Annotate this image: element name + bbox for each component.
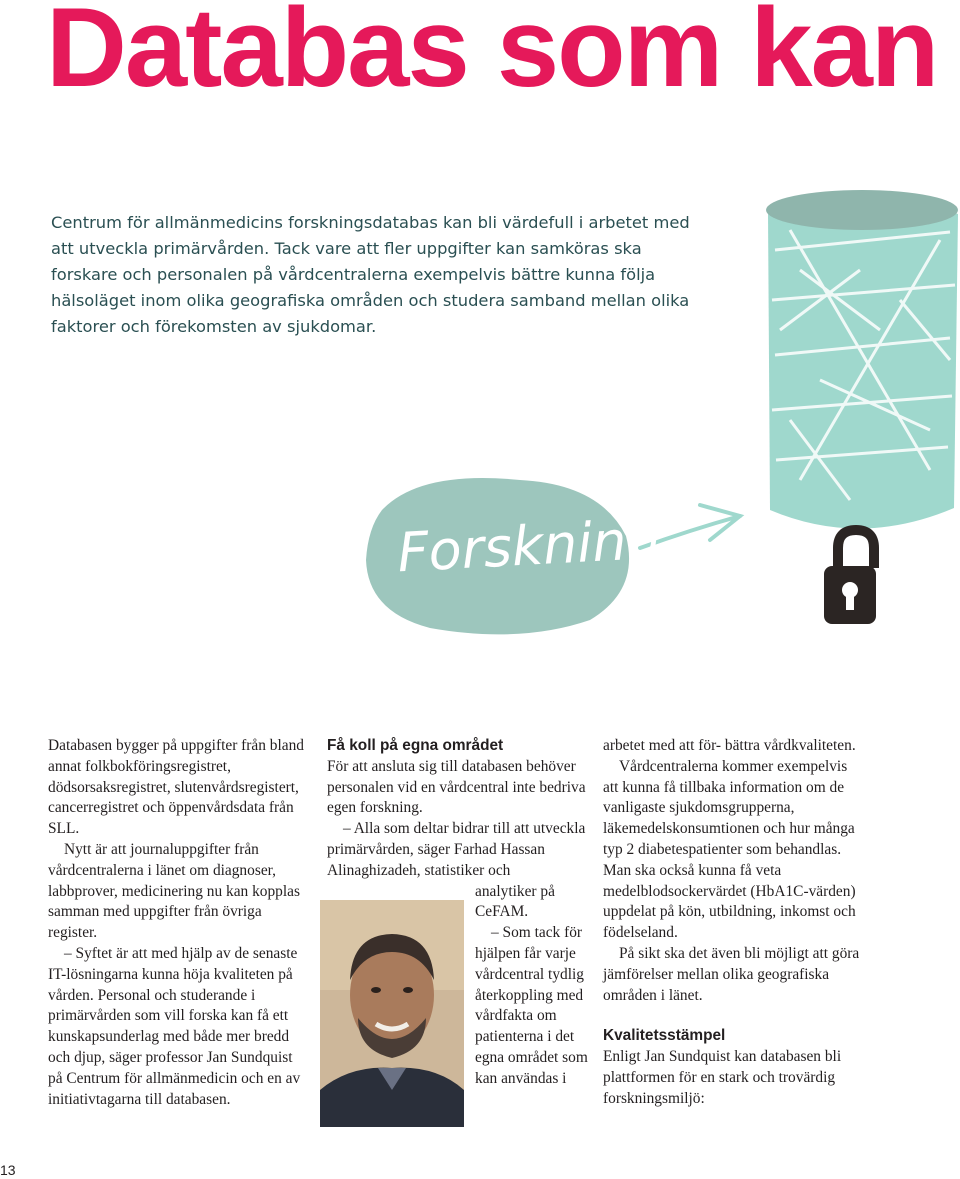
col2-paragraph: – Som tack för hjälpen får varje vårdcentral tydlig återkoppling med vårdfakta om patienterna i det egna området som kan användas i	[475, 924, 588, 1087]
col3-heading: Kvalitetsstämpel	[603, 1027, 726, 1045]
col2-narrow	[475, 882, 589, 1090]
col1-paragraph: – Syftet är att med hjälp av de senaste IT-lösningarna kunna höja kvaliteten på vården. Personal och studerande i primärvården som vill forska kan få ett kunskapsunderlag med både mer bredd och djup, säger professor Jan Sundquist på Centrum för allmänmedicin och en av initiativtagarna till databasen.	[48, 944, 301, 1108]
forskning-label: Forskning	[395, 507, 663, 585]
col2-heading: Få koll på egna området	[327, 737, 504, 754]
column-3	[603, 736, 865, 1110]
col3-paragraph: Enligt Jan Sundquist kan databasen bli plattformen för en stark och trovärdig forskningsmiljö:	[603, 1048, 842, 1107]
illustration	[0, 180, 960, 650]
database-cylinder-icon	[766, 190, 958, 529]
col1-paragraph: Nytt är att journaluppgifter från vårdcentralerna i länet om diagnoser, labbprover, medicinering nu kan kopplas samman med uppgifter från övriga register.	[48, 840, 300, 942]
col2-paragraph: För att ansluta sig till databasen behöver personalen vid en vårdcentral inte bedriva egen forskning.	[327, 757, 586, 817]
col3-paragraph: arbetet med att för- bättra vårdkvaliteten.	[603, 737, 856, 754]
portrait-photo	[320, 900, 464, 1127]
col3-paragraph: På sikt ska det även bli möjligt att göra jämförelser mellan olika geografiska områden i länet.	[603, 944, 860, 1004]
col2-paragraph: – Alla som deltar bidrar till att utveckla primärvården, säger Farhad Hassan Alinaghizadeh, statistiker och	[327, 820, 586, 879]
headline: Databas som kan	[46, 0, 938, 110]
page-number: 13	[0, 1162, 16, 1178]
padlock-icon	[824, 530, 876, 624]
forskning-bubble	[366, 478, 662, 634]
col1-paragraph: Databasen bygger på uppgifter från bland annat folkbokföringsregistret, dödsorsaksregistret, slutenvårdsregistert, cancerregistret och öppenvårdsdata från SLL.	[48, 737, 304, 838]
column-1	[48, 736, 310, 1110]
col3-paragraph: Vårdcentralerna kommer exempelvis att kunna få tillbaka information om de vanligaste sjukdomsgrupperna, läkemedelskonsumtionen och hur många typ 2 diabetespatienter som behandlas. Man ska också kunna få veta medelblodsockervärdet (HbA1C-värden) uppdelat på kön, utbildning, inkomst och födelseland.	[603, 757, 856, 942]
intro-paragraph: Centrum för allmänmedicins forskningsdatabas kan bli värdefull i arbetet med att utveckla primärvården. Tack vare att fler uppgifter kan samköras ska forskare och personalen på vårdcentralerna exempelvis bättre kunna följa hälsoläget inom olika geografiska områden och studera samband mellan olika faktorer och förekomsten av sjukdomar.	[51, 213, 690, 336]
col2-paragraph: analytiker på CeFAM.	[475, 882, 555, 921]
